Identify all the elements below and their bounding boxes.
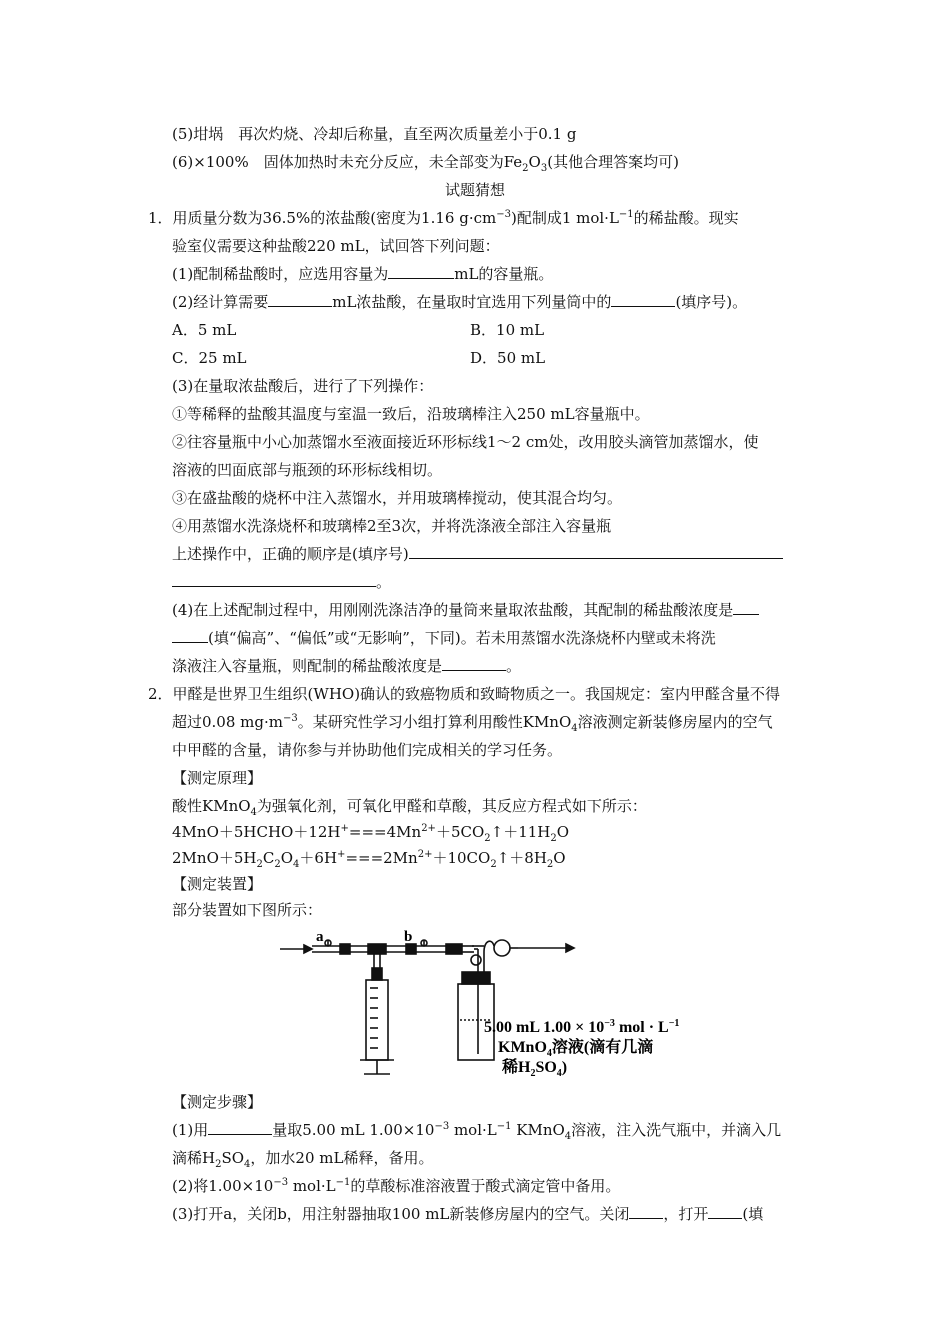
q2-line3: 中甲醛的含量，请你参与并协助他们完成相关的学习任务。 bbox=[172, 741, 563, 759]
answer-blank[interactable] bbox=[733, 600, 759, 615]
q1-part1: (1)配制稀盐酸时，应选用容量为 mL的容量瓶。 bbox=[172, 265, 554, 283]
option-c: C．25 mL bbox=[172, 349, 247, 367]
answer-blank[interactable] bbox=[611, 292, 675, 307]
q1-part2: (2)经计算需要 mL浓盐酸，在量取时宜选用下列量筒中的 (填序号)。 bbox=[172, 293, 748, 311]
q1-line2: 验室仪需要这种盐酸220 mL，试回答下列问题： bbox=[172, 237, 500, 255]
heading-principle: 【测定原理】 bbox=[172, 769, 263, 787]
step-line-1-cont: 滴稀$H_2SO_4$，加水20 mL稀释，备用。 bbox=[172, 1149, 434, 1170]
answer-blank[interactable] bbox=[208, 1120, 272, 1135]
answer-blank[interactable] bbox=[708, 1204, 742, 1219]
equation-2: $2MnO+5H_2C_2O_4+6H^+===2Mn^{2+}+10CO_2↑+8H_2O$ bbox=[172, 849, 566, 870]
heading-apparatus: 【测定装置】 bbox=[172, 875, 263, 893]
step-line-3: (3)打开a，关闭b，用注射器抽取100 mL新装修房屋内的空气。关闭 ，打开 (填 bbox=[172, 1205, 764, 1223]
equation-1: $4MnO+5HCHO+12H^+===4Mn^{2+}+5CO_2↑+11H_2O$ bbox=[172, 823, 570, 844]
order-question: 上述操作中，正确的顺序是(填序号) bbox=[172, 544, 783, 564]
principle-text: 酸性KMnO$_4$为强氧化剂，可氧化甲醛和草酸，其反应方程式如下所示： bbox=[172, 797, 647, 818]
answer-blank[interactable] bbox=[172, 628, 208, 643]
answer-blank[interactable] bbox=[442, 656, 506, 671]
option-a: A．5 mL bbox=[172, 321, 237, 339]
reagent-label-line1: 5.00 mL $1.00 \times 10^{-3}$ mol · $L^{-1}$ bbox=[484, 1018, 680, 1036]
step-1: ①等稀释的盐酸其温度与室温一致后，沿玻璃棒注入250 mL容量瓶中。 bbox=[172, 405, 650, 423]
answer-blank[interactable] bbox=[268, 292, 332, 307]
label-a: a bbox=[316, 929, 324, 945]
q1-part3: (3)在量取浓盐酸后，进行了下列操作： bbox=[172, 377, 434, 395]
reagent-label-line2: KMnO$_4$溶液(滴有几滴 bbox=[498, 1039, 654, 1059]
q1-part4-cont: (填“偏高”、“偏低”或“无影响”，下同)。若未用蒸馏水洗涤烧杯内壁或未将洗 bbox=[172, 628, 716, 648]
step-4: ④用蒸馏水洗涤烧杯和玻璃棒2至3次，并将洗涤液全部注入容量瓶 bbox=[172, 517, 612, 535]
answer-6: (6)×100% 固体加热时未充分反应，未全部变为$Fe_2O_3$(其他合理答案均可) bbox=[172, 153, 679, 174]
answer-5: (5)坩埚 再次灼烧、冷却后称量，直至两次质量差小于0.1 g bbox=[172, 125, 577, 143]
q1-line1: 1．用质量分数为36.5%的浓盐酸(密度为1.16 $g\cdot cm^{-3}$)配制成1 $mol\cdot L^{-1}$的稀盐酸。现实 bbox=[148, 209, 739, 227]
option-b: B．10 mL bbox=[470, 321, 545, 339]
answer-blank[interactable] bbox=[388, 264, 454, 279]
step-2-cont: 溶液的凹面底部与瓶颈的环形标线相切。 bbox=[172, 461, 443, 479]
q1-part4: (4)在上述配制过程中，用刚刚洗涤洁净的量筒来量取浓盐酸，其配制的稀盐酸浓度是 bbox=[172, 600, 759, 620]
answer-blank[interactable] bbox=[629, 1204, 663, 1219]
reagent-label-line3: 稀$H_2SO_4$) bbox=[502, 1059, 568, 1078]
order-question-cont: 。 bbox=[172, 572, 391, 592]
answer-blank[interactable] bbox=[172, 572, 376, 587]
step-2: ②往容量瓶中小心加蒸馏水至液面接近环形标线1～2 cm处，改用胶头滴管加蒸馏水，使 bbox=[172, 433, 759, 451]
step-line-2: (2)将$1.00\times 10^{-3}$ $mol\cdot L^{-1}$的草酸标准溶液置于酸式滴定管中备用。 bbox=[172, 1177, 621, 1195]
apparatus-text: 部分装置如下图所示： bbox=[172, 901, 323, 919]
q2-line2: 超过0.08 $mg\cdot m^{-3}$。某研究性学习小组打算利用酸性KMnO$_4$溶液测定新装修房屋内的空气 bbox=[172, 713, 773, 734]
label-b: b bbox=[404, 929, 413, 945]
section-title: 试题猜想 bbox=[444, 181, 505, 199]
step-3: ③在盛盐酸的烧杯中注入蒸馏水，并用玻璃棒搅动，使其混合均匀。 bbox=[172, 489, 623, 507]
apparatus-diagram bbox=[278, 928, 718, 1078]
q1-part4-end: 涤液注入容量瓶，则配制的稀盐酸浓度是 。 bbox=[172, 657, 522, 675]
step-line-1: (1)用 量取5.00 mL $1.00\times 10^{-3}$ $mol\cdot L^{-1}$ KMnO$_4$溶液，注入洗气瓶中，并滴入几 bbox=[172, 1121, 782, 1142]
answer-blank[interactable] bbox=[409, 544, 783, 559]
q2-line1: 2．甲醛是世界卫生组织(WHO)确认的致癌物质和致畸物质之一。我国规定：室内甲醛含量不得 bbox=[148, 685, 781, 703]
heading-steps: 【测定步骤】 bbox=[172, 1093, 263, 1111]
option-d: D．50 mL bbox=[470, 349, 546, 367]
